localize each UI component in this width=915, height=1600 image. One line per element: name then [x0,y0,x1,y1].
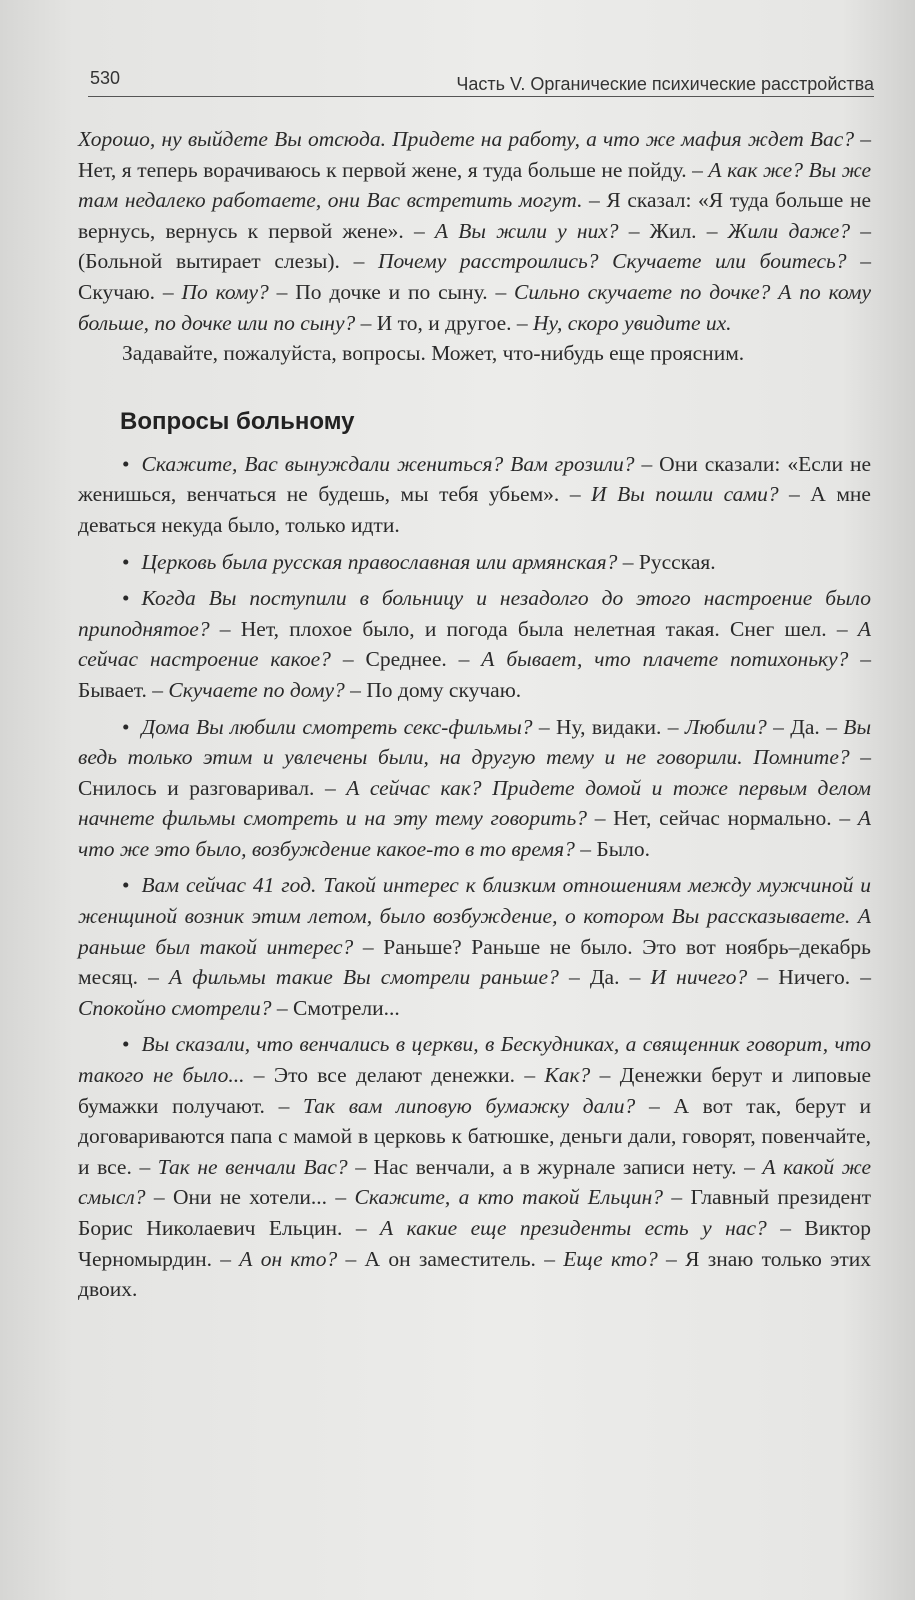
dialogue-paragraph [78,124,871,338]
question-item [78,547,871,578]
patient-line: Среднее. [353,647,459,672]
patient-line: Бывает. [78,677,153,702]
bullet-mark: • [122,714,130,739]
page-body [78,124,871,1305]
patient-line: Нет, плохое было, и погода была нелетная такая. Снег шел. [230,616,837,641]
bullet-mark: • [122,451,130,476]
bullet-mark: • [122,1032,130,1057]
interviewer-line: – Так не венчали Вас? – [139,1154,366,1179]
interviewer-line: Вы сказали, что венчались в церкви, в Бескудниках, а священник говорит, что такого не было... [78,1032,871,1088]
patient-line: Ничего. [768,965,861,990]
interviewer-line: – Скучаете по дому? – [152,677,361,702]
interviewer-line: – А какой же смысл? – [78,1154,871,1210]
interviewer-line: – А сейчас настроение какое? – [78,616,871,672]
patient-line: По дому скучаю. [360,677,522,702]
interviewer-line: – А что же это было, возбуждение какое-то в то время? – [78,806,871,861]
patient-line: По дочке и по сыну. [287,279,496,304]
patient-line: Смотрели... [287,995,400,1020]
interviewer-line: – И ничего? – [629,965,769,990]
patient-line: Ну, видаки. [549,714,668,739]
patient-line: Скучаю. [78,279,163,304]
bullet-mark: • [122,873,130,898]
interviewer-line: – Вы ведь только этим и увлечены были, на другую тему и не говорили. Помните? – [78,714,872,770]
patient-line: Да. [783,714,827,739]
patient-line: Русская. [633,549,716,574]
patient-line: Я знаю только этих двоих. [78,1246,871,1302]
interviewer-line: – Почему расстроились? Скучаете или боитесь? – [353,249,871,274]
patient-line: А вот так, берут и договариваются папа с мамой в церковь к батюшке, деньги дали, говорят, повенчайте, и все. [78,1093,872,1179]
interviewer-line: – И Вы пошли сами? – [569,482,800,507]
interviewer-line: – А Вы жили у них? – [413,218,640,243]
patient-line: Виктор Черномырдин. [78,1216,872,1271]
interviewer-line: Дома Вы любили смотреть секс-фильмы? – [141,714,550,739]
interviewer-line: – А как же? Вы же там недалеко работаете, они Вас встретить могут. [78,157,872,213]
patient-line: Они не хотели... [164,1185,336,1210]
section-heading: Вопросы больному [120,407,355,435]
interviewer-line: – Так вам липовую бумажку дали? – [278,1093,660,1118]
interviewer-line: – А бывает, что плачете потихоньку? – [458,647,871,672]
interviewer-line: – Как? – [524,1063,611,1088]
interviewer-line: – Любили? – [667,714,784,739]
page-number: 530 [90,68,121,88]
interviewer-line: Когда Вы поступили в больницу и незадолго до этого настроение было приподнятое? – [78,586,871,641]
patient-line: А мне деваться некуда было, только идти. [78,482,871,537]
patient-line: Нет, я теперь ворачиваюсь к первой жене, я туда больше не пойду. [78,157,693,182]
running-title: Часть V. Органические психические расстройства [456,74,874,94]
bullet-mark: • [122,549,130,574]
interviewer-line: Скажите, Вас вынуждали жениться? Вам грозили? – [141,451,653,476]
interviewer-line: – Жили даже? – [706,218,872,243]
interviewer-line: – А сейчас как? Придете домой и тоже первым делом начнете фильмы смотреть и на эту тему говорить? – [78,775,871,831]
interviewer-line: – По кому? – [162,279,288,304]
patient-line: Снилось и разговаривал. [78,775,325,800]
question-item [78,712,871,865]
patient-line: Да. [579,965,630,990]
patient-line: (Больной вытирает слезы). [78,249,354,274]
patient-line: Раньше? Раньше не было. Это вот ноябрь–декабрь месяц. [78,934,871,990]
patient-line: Нет, сейчас нормально. [605,806,840,831]
question-item [78,1029,871,1304]
interviewer-line: – Ну, скоро увидите их. [516,310,732,335]
interviewer-line: – Спокойно смотрели? – [78,965,871,1020]
interviewer-line: Хорошо, ну выйдете Вы отсюда. Придете на работу, а что же мафия ждет Вас? – [78,127,871,151]
question-item [78,870,871,1023]
bullet-mark: • [122,586,130,611]
interviewer-line: – А какие еще президенты есть у нас? – [355,1216,791,1240]
running-header [88,62,874,97]
patient-line: Жил. [639,218,707,243]
patient-line: Они сказали: «Если не женишься, венчаться не будешь, мы тебя убьем». [78,451,872,507]
interviewer-line: Вам сейчас 41 год. Такой интерес к близким отношениям между мужчиной и женщиной возник этим летом, было возбуждение, о котором Вы рассказываете. А раньше был такой интерес? – [78,873,871,959]
question-item [78,449,871,541]
patient-line: А он заместитель. [356,1246,545,1271]
closing-remark: Задавайте, пожалуйста, вопросы. Может, что-нибудь еще проясним. [122,341,745,366]
interviewer-line: Церковь была русская православная или армянская? – [141,549,634,574]
patient-line: – Это все делают денежки. [244,1063,525,1088]
patient-line: И то, и другое. [371,310,517,335]
patient-line: Главный президент Борис Николаевич Ельцин. [78,1185,872,1240]
patient-line: Нас венчали, а в журнале записи нету. [365,1154,745,1179]
interviewer-line: – Сильно скучаете по дочке? А по кому больше, по дочке или по сыну? – [78,279,872,335]
interviewer-line: – А он кто? – [220,1246,357,1271]
patient-line: – Я сказал: «Я туда больше не вернусь, вернусь к первой жене». [78,188,871,243]
patient-line: Денежки берут и липовые бумажки получают. [78,1063,871,1118]
patient-line: Было. [591,836,651,861]
question-item [78,583,871,705]
interviewer-line: – Еще кто? – [544,1246,677,1271]
interviewer-line: – А фильмы такие Вы смотрели раньше? – [148,965,580,990]
interviewer-line: – Скажите, а кто такой Ельцин? – [335,1185,683,1210]
